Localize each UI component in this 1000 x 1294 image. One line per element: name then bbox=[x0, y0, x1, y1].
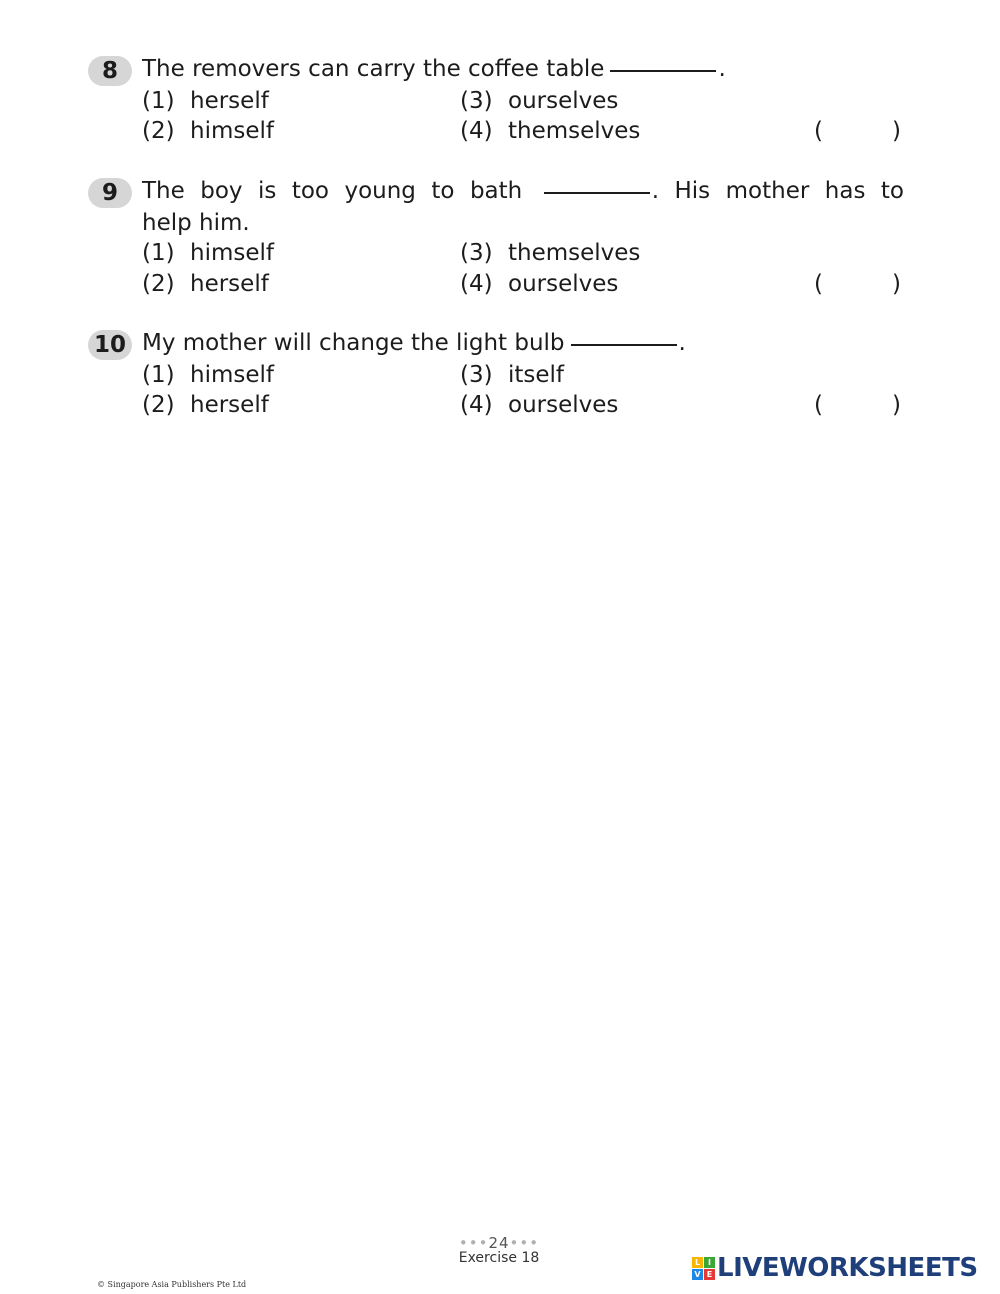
option-4: (4) themselves bbox=[460, 118, 641, 144]
question-stem: The boy is too young to bath . His mother has to bbox=[142, 178, 905, 204]
logo-square: V bbox=[692, 1269, 703, 1280]
question-stem: The removers can carry the coffee table . bbox=[142, 56, 726, 82]
question-stem-line-2: help him. bbox=[142, 210, 250, 236]
option-1: (1) himself bbox=[142, 240, 274, 266]
copyright-notice: © Singapore Asia Publishers Pte Ltd bbox=[97, 1280, 247, 1289]
logo-squares-icon bbox=[692, 1257, 715, 1280]
dots-left-decoration: ••• bbox=[458, 1234, 489, 1252]
answer-paren-close: ) bbox=[892, 271, 901, 297]
dots-right-decoration: ••• bbox=[509, 1234, 540, 1252]
option-2: (2) herself bbox=[142, 271, 269, 297]
question-number-badge: 10 bbox=[88, 330, 132, 360]
answer-blank bbox=[571, 343, 677, 346]
option-2: (2) himself bbox=[142, 118, 274, 144]
option-3: (3) ourselves bbox=[460, 88, 619, 114]
question-stem: My mother will change the light bulb . bbox=[142, 330, 686, 356]
exercise-label: Exercise 18 bbox=[458, 1250, 540, 1266]
answer-paren-open[interactable]: ( bbox=[814, 271, 823, 297]
answer-paren-close: ) bbox=[892, 392, 901, 418]
logo-square: E bbox=[704, 1269, 715, 1280]
logo-square: L bbox=[692, 1257, 703, 1268]
option-3: (3) itself bbox=[460, 362, 565, 388]
option-4: (4) ourselves bbox=[460, 271, 619, 297]
answer-blank bbox=[610, 69, 716, 72]
answer-paren-close: ) bbox=[892, 118, 901, 144]
option-3: (3) themselves bbox=[460, 240, 641, 266]
option-1: (1) herself bbox=[142, 88, 269, 114]
question-number-badge: 8 bbox=[88, 56, 132, 86]
answer-paren-open[interactable]: ( bbox=[814, 118, 823, 144]
logo-text: LIVEWORKSHEETS bbox=[717, 1253, 978, 1283]
question-number-badge: 9 bbox=[88, 178, 132, 208]
option-4: (4) ourselves bbox=[460, 392, 619, 418]
answer-paren-open[interactable]: ( bbox=[814, 392, 823, 418]
option-2: (2) herself bbox=[142, 392, 269, 418]
page-number: •••24••• bbox=[458, 1234, 540, 1252]
logo-square: I bbox=[704, 1257, 715, 1268]
option-1: (1) himself bbox=[142, 362, 274, 388]
answer-blank bbox=[544, 191, 650, 194]
liveworksheets-logo[interactable] bbox=[692, 1253, 978, 1283]
